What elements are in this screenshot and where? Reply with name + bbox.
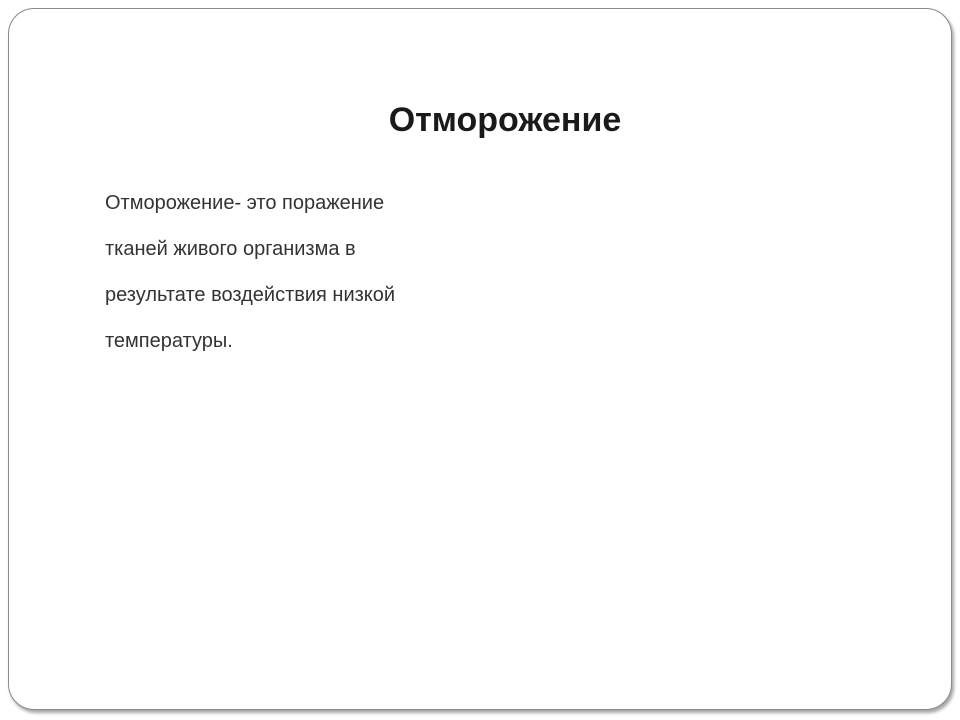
body-line: Отморожение- это поражение bbox=[105, 192, 385, 214]
body-line: тканей живого организма в bbox=[105, 238, 356, 260]
body-line: температуры. bbox=[105, 330, 233, 352]
body-line: результате воздействия низкой bbox=[105, 284, 396, 306]
slide-title: Отморожение bbox=[388, 101, 622, 139]
slide-body-text bbox=[105, 188, 525, 372]
